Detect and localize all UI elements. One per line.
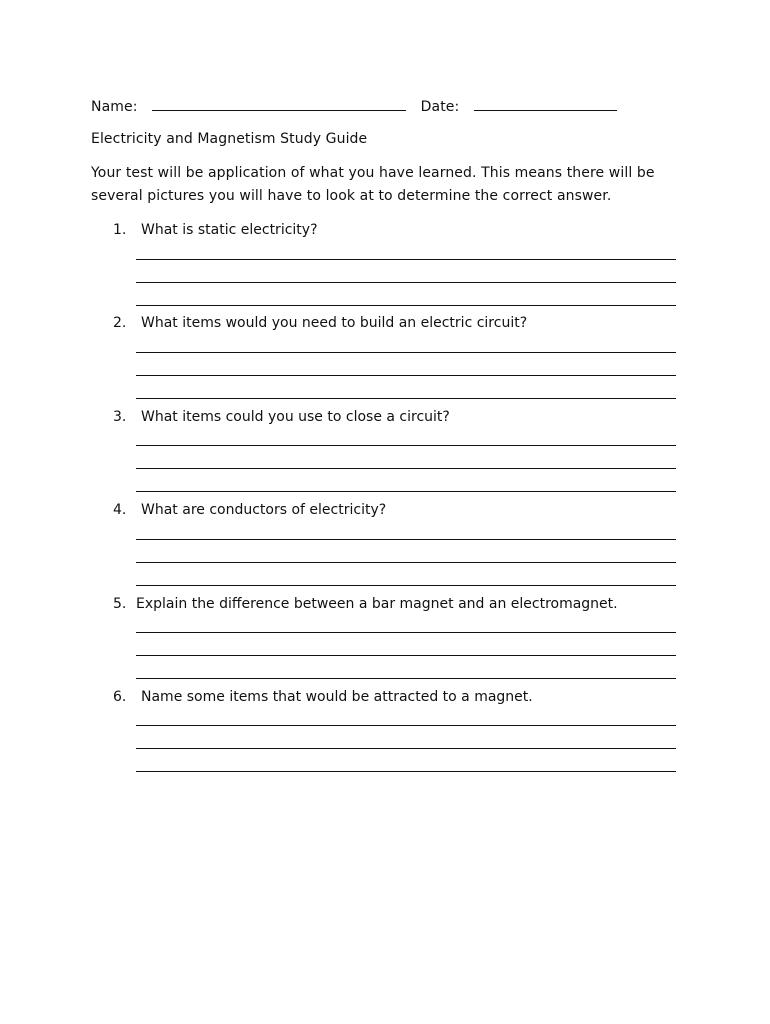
name-blank[interactable] [152,96,406,111]
name-label: Name: [91,99,138,115]
name-date-row [91,96,617,116]
question-number: 2. [113,315,127,331]
page-title: Electricity and Magnetism Study Guide [91,131,368,147]
question-number: 4. [113,502,127,518]
answer-line[interactable] [136,655,676,656]
question-text: What are conductors of electricity? [141,502,387,518]
answer-line[interactable] [136,562,676,563]
answer-line[interactable] [136,725,676,726]
date-label: Date: [420,99,460,115]
answer-line[interactable] [136,748,676,749]
answer-line[interactable] [136,771,676,772]
answer-line[interactable] [136,282,676,283]
intro-line-1: Your test will be application of what you have learned. This means there will be [91,165,655,181]
question-text: What is static electricity? [141,222,318,238]
answer-line[interactable] [136,539,676,540]
answer-line[interactable] [136,398,676,399]
date-blank[interactable] [474,96,617,111]
answer-line[interactable] [136,491,676,492]
intro-line-2: several pictures you will have to look at to determine the correct answer. [91,188,612,204]
question-text: What items would you need to build an electric circuit? [141,315,528,331]
question-text: Name some items that would be attracted to a magnet. [141,689,533,705]
question-text: What items could you use to close a circuit? [141,409,450,425]
question-number: 6. [113,689,127,705]
question-number: 5. [113,596,127,612]
answer-line[interactable] [136,468,676,469]
question-number: 3. [113,409,127,425]
answer-line[interactable] [136,352,676,353]
question-number: 1. [113,222,127,238]
answer-line[interactable] [136,305,676,306]
answer-line[interactable] [136,632,676,633]
answer-line[interactable] [136,445,676,446]
answer-line[interactable] [136,259,676,260]
answer-line[interactable] [136,585,676,586]
question-text: Explain the difference between a bar magnet and an electromagnet. [136,596,618,612]
answer-line[interactable] [136,678,676,679]
answer-line[interactable] [136,375,676,376]
